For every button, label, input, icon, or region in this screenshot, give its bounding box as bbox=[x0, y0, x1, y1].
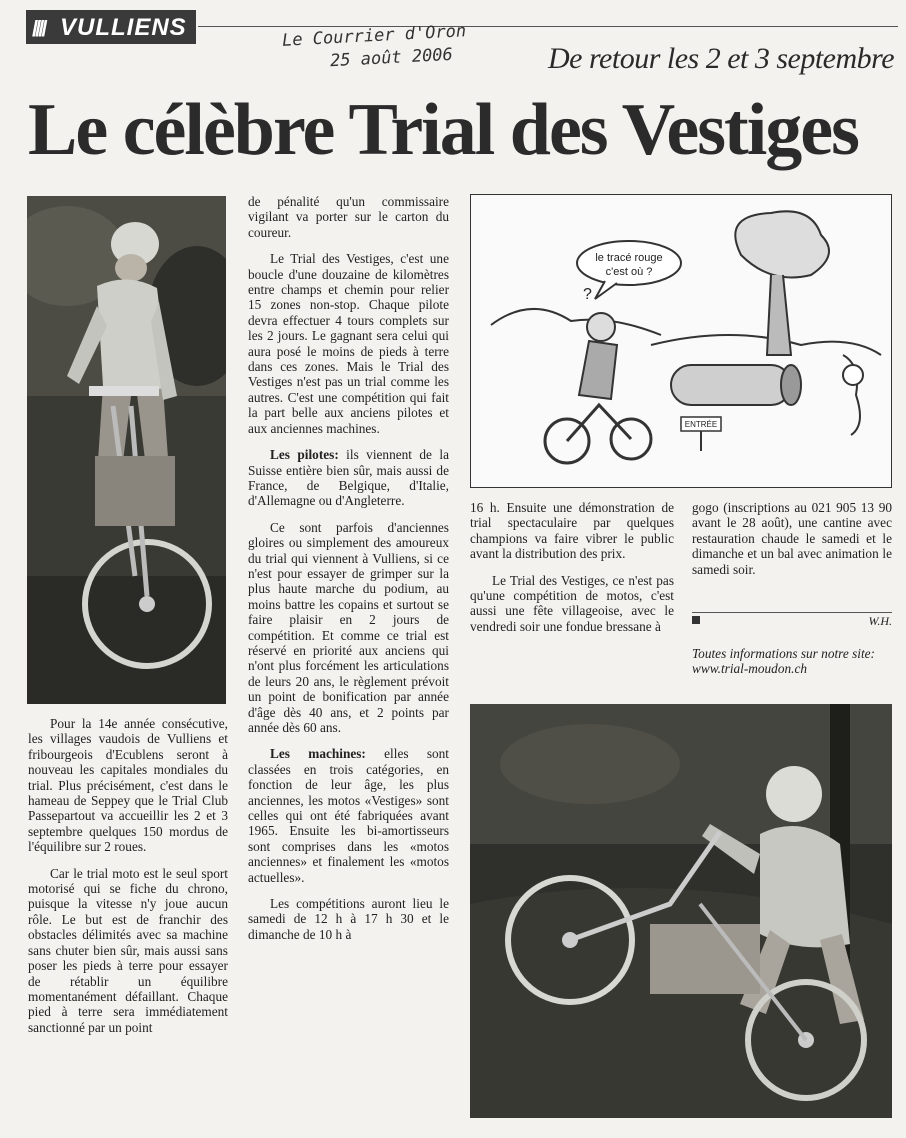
col1-paragraph-1: Pour la 14e année consécutive, les villages vaudois de Vulliens et fribourgeois d'Ecublens seront à nouveau les capitales mondiales du trial. Plus précisément, c'est dans le hameau de Seppey que le Trial Club Passepartout va accueillir les 2 et 3 septembre quelques 150 mordus de l'équilibre sur 2 roues. bbox=[28, 716, 228, 855]
section-name: VULLIENS bbox=[60, 14, 187, 41]
column-4 bbox=[692, 500, 892, 583]
article-subhead: De retour les 2 et 3 septembre bbox=[548, 42, 895, 75]
col2-pilotes-lead: Les pilotes: bbox=[270, 447, 339, 463]
photo-rider-action bbox=[470, 704, 892, 1118]
cartoon-sign: ENTRÉE bbox=[684, 420, 718, 429]
signature-rule bbox=[692, 612, 892, 613]
column-1 bbox=[28, 716, 228, 1046]
col3-paragraph-0: 16 h. Ensuite une démonstration de trial spectaculaire par quelques champions va faire vibrer le public avant la distribution des prix. bbox=[470, 500, 674, 562]
handwritten-source: Le Courrier d'Oron bbox=[281, 21, 467, 51]
col2-pilotes-text: ils viennent de la Suisse entière bien sûr, mais aussi de France, de Belgique, d'Italie, d'Allemagne ou d'Angleterre. bbox=[248, 447, 449, 509]
column-3 bbox=[470, 500, 674, 645]
col1-paragraph-2: Car le trial moto est le seul sport motorisé qui se fiche du chrono, puisque la vitesse n'y joue aucun rôle. Le but est de franchir des obstacles délimités avec sa machine sans chuter bien sûr, mais aussi sans poser les pieds à terre pour essayer de rétablir un équilibre momentanément défaillant. Chaque pied à terre sera immédiatement sanctionné par un point bbox=[28, 865, 228, 1035]
col3-paragraph-1: Le Trial des Vestiges, ce n'est pas qu'une compétition de motos, c'est aussi une fête villageoise, avec le vendredi soir une fondue bressane à bbox=[470, 572, 674, 634]
col2-paragraph-4 bbox=[248, 746, 449, 885]
cartoon-drawing bbox=[471, 195, 891, 487]
author-signature: W.H. bbox=[868, 614, 892, 628]
cartoon-bubble-line1: le tracé rouge bbox=[595, 252, 663, 264]
article-headline: Le célèbre Trial des Vestiges bbox=[28, 89, 858, 171]
col2-paragraph-2 bbox=[248, 447, 449, 509]
column-2 bbox=[248, 194, 449, 953]
photo-rider-portrait bbox=[27, 196, 226, 704]
col2-paragraph-0: de pénalité qu'un commissaire vigilant va porter sur le carton du coureur. bbox=[248, 194, 449, 240]
cartoon-question-mark: ? bbox=[583, 286, 592, 303]
col2-paragraph-3: Ce sont parfois d'anciennes gloires ou simplement des amoureux du trial qui viennent à Vulliens, si ce n'est pour essayer de grimper sur la plus haute marche du podium, au moins battre les copains et surtout se faire plaisir en 2 jours de compétition. Et comme ce trial est réservé en priorité aux anciens qui n'ont plus forcément les articulations de leurs 20 ans, le règlement prévoit un point de bonification par année d'âge dès 40 ans, et 2 points par année dès 60 ans. bbox=[248, 519, 449, 735]
col2-paragraph-1: Le Trial des Vestiges, c'est une boucle d'une douzaine de kilomètres entre champs et chemin pour relier 15 zones non-stop. Chaque pilote devra effectuer 4 tours complets sur les 2 jours. Le gagnant sera celui qui aura posé le moins de pieds à terre dans ces zones. Mais le Trial des Vestiges n'est pas un trial comme les autres. C'est une compétition qui fait la part belle aux anciens pilotes et aux anciennes machines. bbox=[248, 251, 449, 436]
col2-machines-lead: Les machines: bbox=[270, 746, 366, 762]
rubric-stripes: //// bbox=[32, 16, 45, 41]
section-rubric bbox=[26, 10, 196, 44]
col2-paragraph-5: Les compétitions auront lieu le samedi de 12 h à 17 h 30 et le dimanche de 10 h à bbox=[248, 896, 449, 942]
photo-rider-action-image bbox=[470, 704, 892, 1118]
handwritten-date: 25 août 2006 bbox=[329, 44, 454, 72]
info-note: Toutes informations sur notre site: www.trial-moudon.ch bbox=[692, 646, 875, 677]
cartoon-illustration bbox=[470, 194, 892, 488]
top-rule bbox=[198, 26, 898, 27]
col2-machines-text: elles sont classées en trois catégories, en fonction de leur âge, les plus anciennes, les motos «Vestiges» sont celles qui ont été fabriquées avant 1965. Ensuite les bi-amortisseurs sont comprises dans les «motos anciennes» et finalement les «motos actuelles». bbox=[248, 746, 449, 885]
photo-rider-portrait-image bbox=[27, 196, 226, 704]
cartoon-bubble-line2: c'est où ? bbox=[605, 266, 653, 278]
col4-paragraph-0: gogo (inscriptions au 021 905 13 90 avant le 28 août), une cantine avec restauration chaude le samedi et le dimanche et un bal avec animation le samedi soir. bbox=[692, 500, 892, 577]
